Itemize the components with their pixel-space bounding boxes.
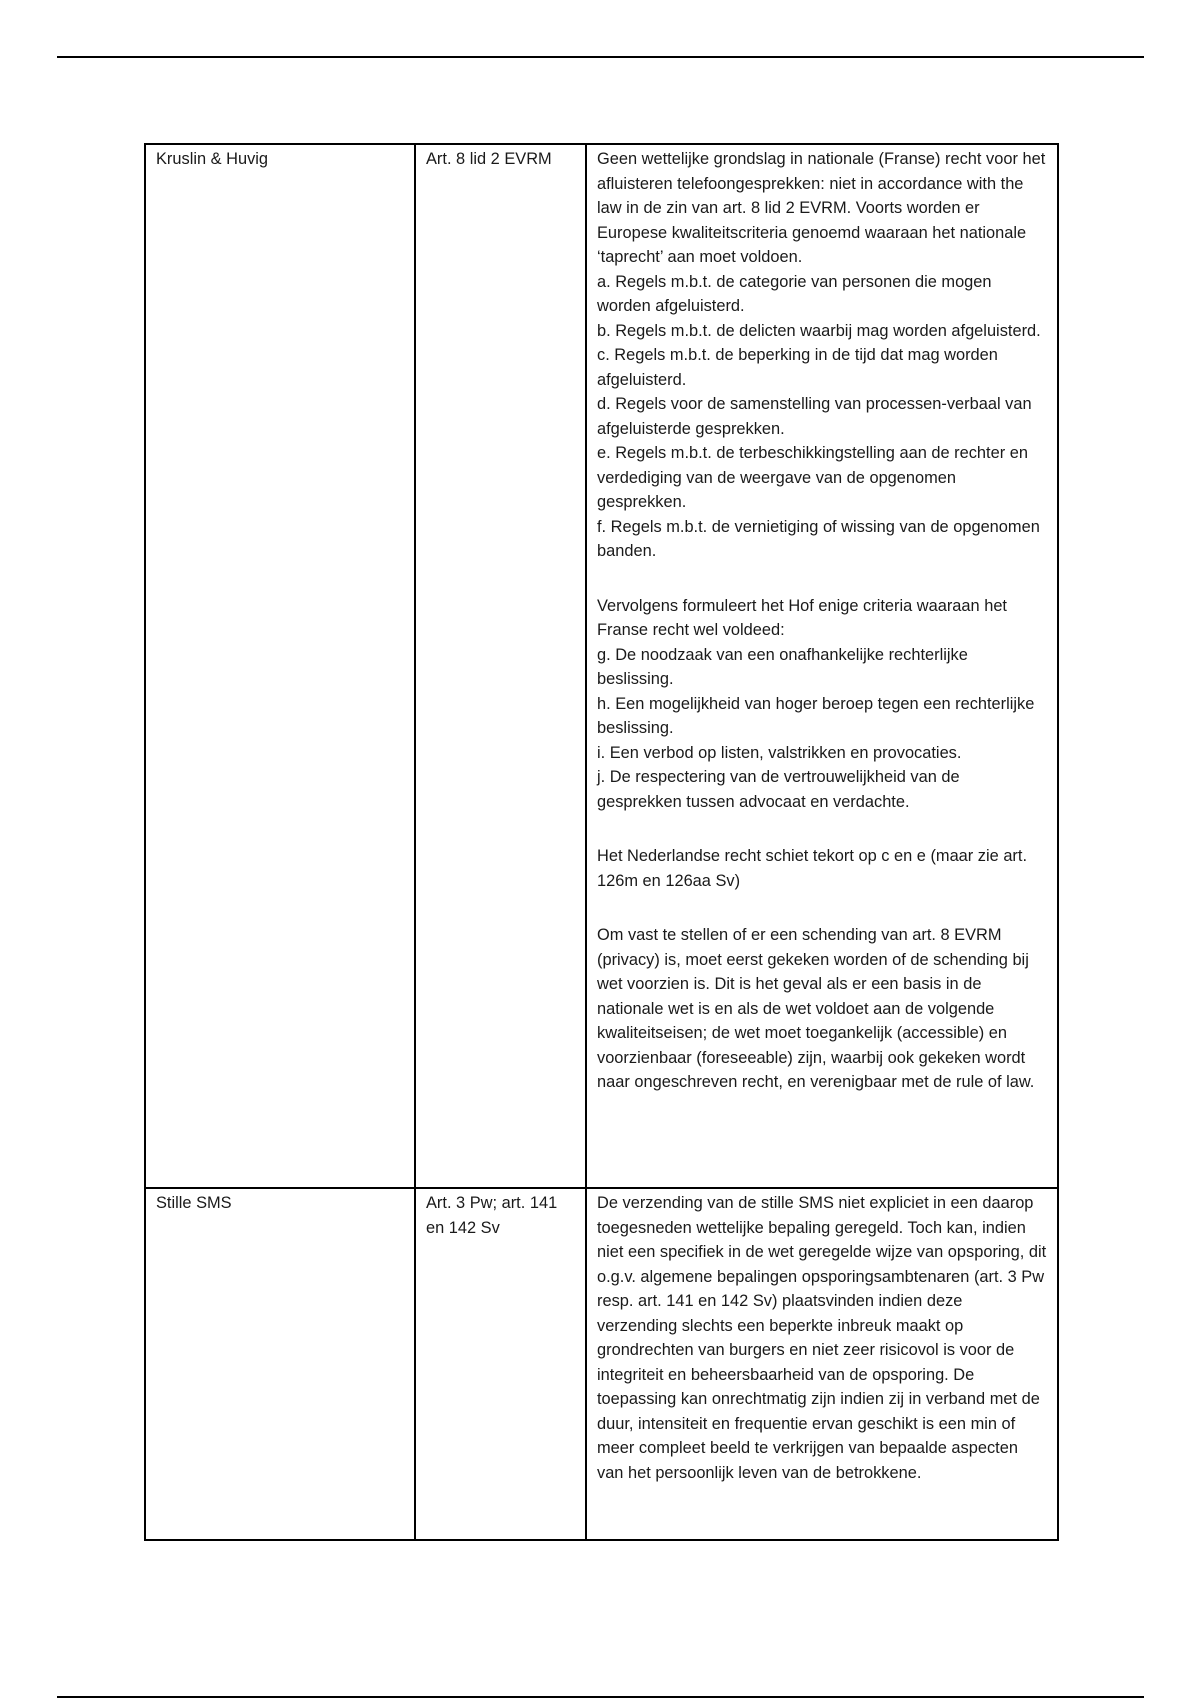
criterion-j: j. De respectering van de vertrouwelijkheid van de gesprekken tussen advocaat en verdachte. — [597, 768, 960, 811]
criterion-d: d. Regels voor de samenstelling van processen-verbaal van afgeluisterde gesprekken. — [597, 395, 1032, 438]
paragraph-vervolgens: Vervolgens formuleert het Hof enige criteria waaraan het Franse recht wel voldeed: — [597, 596, 1007, 639]
criterion-f: f. Regels m.b.t. de vernietiging of wissing van de opgenomen banden. — [597, 517, 1040, 560]
criterion-i: i. Een verbod op listen, valstrikken en provocaties. — [597, 743, 962, 762]
paragraph-conclusie: Om vast te stellen of er een schending van art. 8 EVRM (privacy) is, moet eerst gekeken worden of de schending bij wet voorzien is. Dit is het geval als er een basis in de nationale wet is en als de wet voldoet aan de volgende kwaliteitseisen; de wet moet toegankelijk (accessible) en voorzienbaar (foreseeable) zijn, waarbij ook gekeken wordt naar ongeschreven recht, en verenigbaar met de rule of law. — [597, 926, 1035, 1091]
description-cell — [586, 1188, 1058, 1540]
criterion-c: c. Regels m.b.t. de beperking in de tijd dat mag worden afgeluisterd. — [597, 346, 998, 389]
criterion-a: a. Regels m.b.t. de categorie van personen die mogen worden afgeluisterd. — [597, 272, 992, 315]
paragraph-gap — [597, 893, 1047, 923]
paragraph-gap — [597, 564, 1047, 594]
criterion-b: b. Regels m.b.t. de delicten waarbij mag worden afgeluisterd. — [597, 321, 1041, 340]
criterion-g: g. De noodzaak van een onafhankelijke rechterlijke beslissing. — [597, 645, 968, 688]
case-name-cell — [145, 144, 415, 1188]
case-name: Stille SMS — [156, 1194, 232, 1212]
table-row — [145, 1188, 1058, 1540]
table-row — [145, 144, 1058, 1188]
article-reference: Art. 8 lid 2 EVRM — [426, 150, 552, 168]
paragraph-stille-sms: De verzending van de stille SMS niet expliciet in een daarop toegesneden wettelijke bepaling geregeld. Toch kan, indien niet een specifiek in de wet geregelde wijze van opsporing, dit o.g.v. algemene bepalingen opsporingsambtenaren (art. 3 Pw resp. art. 141 en 142 Sv) plaatsvinden indien deze verzending slechts een beperkte inbreuk maakt op grondrechten van burgers en niet zeer risicovol is voor de integriteit en beheersbaarheid van de opsporing. De toepassing kan onrechtmatig zijn indien zij in verband met de duur, intensiteit en frequentie ervan geschikt is een min of meer compleet beeld te verkrijgen van bepaalde aspecten van het persoonlijk leven van de betrokkene. — [597, 1194, 1047, 1482]
criterion-e: e. Regels m.b.t. de terbeschikkingstelling aan de rechter en verdediging van de weergave van de opgenomen gesprekken. — [597, 444, 1028, 511]
criterion-h: h. Een mogelijkheid van hoger beroep tegen een rechterlijke beslissing. — [597, 694, 1035, 737]
case-table — [144, 143, 1059, 1541]
case-name: Kruslin & Huvig — [156, 150, 269, 168]
article-cell — [415, 1188, 586, 1540]
paragraph-nederlands-recht: Het Nederlandse recht schiet tekort op c en e (maar zie art. 126m en 126aa Sv) — [597, 847, 1027, 890]
article-cell — [415, 144, 586, 1188]
article-reference: Art. 3 Pw; art. 141 en 142 Sv — [426, 1194, 558, 1237]
paragraph-gap — [597, 814, 1047, 844]
footer-rule — [57, 1696, 1144, 1698]
description-cell — [586, 144, 1058, 1188]
header-rule — [57, 56, 1144, 58]
paragraph-intro: Geen wettelijke grondslag in nationale (Franse) recht voor het afluisteren telefoongesprekken: niet in accordance with the law in de zin van art. 8 lid 2 EVRM. Voorts worden er Europese kwaliteitscriteria genoemd waaraan het nationale ‘taprecht’ aan moet voldoen. — [597, 150, 1046, 266]
case-name-cell — [145, 1188, 415, 1540]
